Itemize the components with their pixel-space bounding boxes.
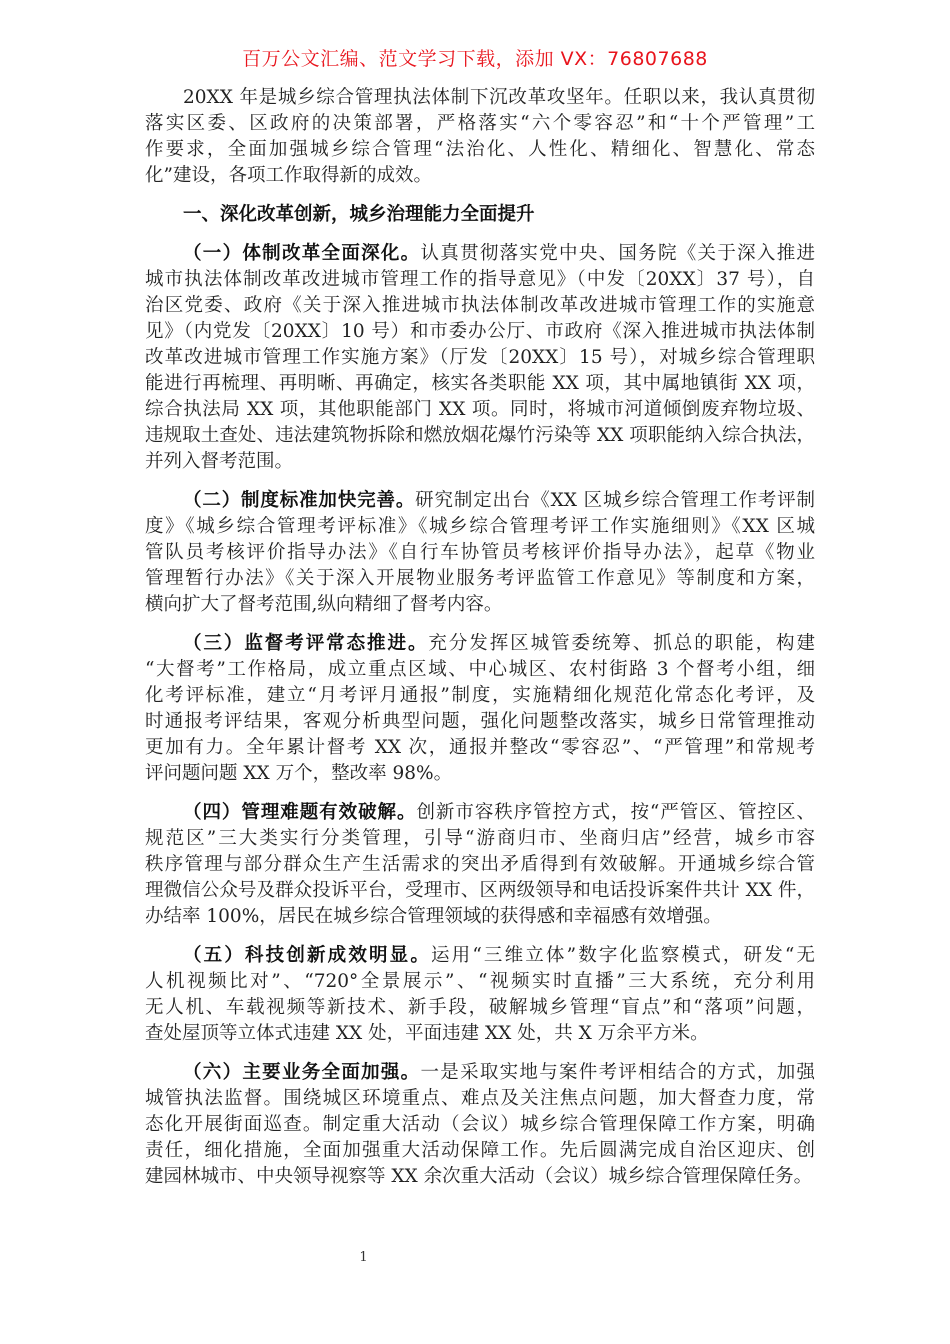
paragraph bbox=[145, 943, 815, 1047]
line-text: 20XX 年是城乡综合管理执法体制下沉改革攻坚年。任职以来，我认真贯彻 bbox=[183, 87, 815, 108]
line-text: 综合执法局 XX 项，其他职能部门 XX 项。同时，将城市河道倾倒废弃物垃圾、 bbox=[145, 399, 815, 420]
line-text: 运用“三维立体”数字化监察模式，研发“无 bbox=[430, 945, 815, 966]
subsection-title: （四）管理难题有效破解。 bbox=[183, 802, 417, 823]
line-text: 秩序管理与部分群众生产生活需求的突出矛盾得到有效破解。开通城乡综合管 bbox=[145, 854, 815, 875]
line-text: 作要求，全面加强城乡综合管理“法治化、人性化、精细化、智慧化、常态 bbox=[145, 139, 815, 160]
line-text: 理微信公众号及群众投诉平台，受理市、区两级领导和电话投诉案件共计 XX 件， bbox=[145, 880, 815, 901]
paragraph bbox=[145, 488, 815, 618]
text-line bbox=[145, 969, 815, 995]
line-text: 治区党委、政府《关于深入推进城市执法体制改革改进城市管理工作的实施意 bbox=[145, 295, 815, 316]
line-text: “大督考”工作格局，成立重点区域、中心城区、农村街路 3 个督考小组，细 bbox=[145, 659, 815, 680]
line-text: 城管执法监督。围绕城区环境重点、难点及关注焦点问题，加大督查力度，常 bbox=[145, 1088, 815, 1109]
text-line bbox=[145, 826, 815, 852]
line-text: 建园林城市、中央领导视察等 XX 余次重大活动（会议）城乡综合管理保障任务。 bbox=[145, 1166, 813, 1187]
text-line bbox=[145, 267, 815, 293]
paragraph bbox=[145, 1060, 815, 1190]
text-line bbox=[145, 657, 815, 683]
text-line bbox=[145, 1086, 815, 1112]
line-text: 查处屋顶等立体式违建 XX 处，平面违建 XX 处，共 X 万余平方米。 bbox=[145, 1023, 709, 1044]
text-line bbox=[145, 397, 815, 423]
line-text: 并列入督考范围。 bbox=[145, 451, 294, 472]
text-line bbox=[145, 514, 815, 540]
section-heading bbox=[145, 202, 815, 228]
text-line bbox=[145, 995, 815, 1021]
line-text: 创新市容秩序管控方式，按“严管区、管控区、 bbox=[416, 802, 815, 823]
paragraph bbox=[145, 85, 815, 189]
text-line bbox=[145, 683, 815, 709]
subsection-title: （一）体制改革全面深化。 bbox=[183, 243, 421, 264]
text-line bbox=[145, 1112, 815, 1138]
text-line bbox=[145, 1021, 815, 1047]
text-line bbox=[145, 943, 815, 969]
subsection-title: （六）主要业务全面加强。 bbox=[183, 1062, 421, 1083]
text-line bbox=[145, 163, 815, 189]
line-text: 管队员考核评价指导办法》《自行车协管员考核评价指导办法》，起草《物业 bbox=[145, 542, 815, 563]
line-text: 落实区委、区政府的决策部署，严格落实“六个零容忍”和“十个严管理”工 bbox=[145, 113, 815, 134]
text-line bbox=[145, 111, 815, 137]
heading-text: 一、深化改革创新，城乡治理能力全面提升 bbox=[183, 204, 535, 225]
line-text: 化考评标准，建立“月考评月通报”制度，实施精细化规范化常态化考评，及 bbox=[145, 685, 815, 706]
line-text: 管理暂行办法》《关于深入开展物业服务考评监管工作意见》等制度和方案， bbox=[145, 568, 815, 589]
line-text: 见》（内党发〔20XX〕10 号）和市委办公厅、市政府《深入推进城市执法体制 bbox=[145, 321, 815, 342]
line-text: 化”建设，各项工作取得新的成效。 bbox=[145, 165, 432, 186]
line-text: 更加有力。全年累计督考 XX 次，通报并整改“零容忍”、“严管理”和常规考 bbox=[145, 737, 815, 758]
paragraph bbox=[145, 631, 815, 787]
watermark-banner: 百万公文汇编、范文学习下载，添加 VX：76807688 bbox=[242, 48, 708, 70]
text-line bbox=[145, 878, 815, 904]
text-line bbox=[145, 631, 815, 657]
line-text: 认真贯彻落实党中央、国务院《关于深入推进 bbox=[420, 243, 815, 264]
line-text: 责任，细化措施，全面加强重大活动保障工作。先后圆满完成自治区迎庆、创 bbox=[145, 1140, 815, 1161]
text-line bbox=[145, 592, 815, 618]
text-line bbox=[145, 488, 815, 514]
subsection-title: （二）制度标准加快完善。 bbox=[183, 490, 416, 511]
text-line bbox=[145, 852, 815, 878]
line-text: 城市执法体制改革改进城市管理工作的指导意见》（中发〔20XX〕37 号），自 bbox=[145, 269, 815, 290]
text-line bbox=[145, 735, 815, 761]
text-line bbox=[145, 241, 815, 267]
line-text: 时通报考评结果，客观分析典型问题，强化问题整改落实，城乡日常管理推动 bbox=[145, 711, 815, 732]
line-text: 人机视频比对”、“720°全景展示”、“视频实时直播”三大系统，充分利用 bbox=[145, 971, 815, 992]
subsection-title: （三）监督考评常态推进。 bbox=[183, 633, 429, 654]
text-line bbox=[145, 449, 815, 475]
text-line bbox=[145, 137, 815, 163]
line-text: 评问题问题 XX 万个，整改率 98%。 bbox=[145, 763, 453, 784]
text-line bbox=[145, 1138, 815, 1164]
text-line bbox=[145, 85, 815, 111]
text-line bbox=[145, 540, 815, 566]
paragraph bbox=[145, 800, 815, 930]
text-line bbox=[145, 1060, 815, 1086]
text-line bbox=[145, 800, 815, 826]
page-number: 1 bbox=[359, 1250, 368, 1265]
text-line bbox=[145, 423, 815, 449]
line-text: 横向扩大了督考范围,纵向精细了督考内容。 bbox=[145, 594, 503, 615]
line-text: 充分发挥区城管委统筹、抓总的职能，构建 bbox=[428, 633, 815, 654]
text-line bbox=[145, 293, 815, 319]
line-text: 规范区”三大类实行分类管理，引导“游商归市、坐商归店”经营，城乡市容 bbox=[145, 828, 815, 849]
line-text: 办结率 100%，居民在城乡综合管理领域的获得感和幸福感有效增强。 bbox=[145, 906, 722, 927]
line-text: 能进行再梳理、再明晰、再确定，核实各类职能 XX 项，其中属地镇街 XX 项， bbox=[145, 373, 815, 394]
line-text: 一是采取实地与案件考评相结合的方式，加强 bbox=[420, 1062, 815, 1083]
line-text: 态化开展街面巡查。制定重大活动（会议）城乡综合管理保障工作方案，明确 bbox=[145, 1114, 815, 1135]
text-line bbox=[145, 761, 815, 787]
text-line bbox=[145, 371, 815, 397]
text-line bbox=[145, 566, 815, 592]
subsection-title: （五）科技创新成效明显。 bbox=[183, 945, 431, 966]
text-line bbox=[145, 319, 815, 345]
line-text: 度》《城乡综合管理考评标准》《城乡综合管理考评工作实施细则》《XX 区城 bbox=[145, 516, 815, 537]
line-text: 研究制定出台《XX 区城乡综合管理工作考评制 bbox=[415, 490, 815, 511]
line-text: 无人机、车载视频等新技术、新手段，破解城乡管理“盲点”和“落项”问题， bbox=[145, 997, 815, 1018]
document-body bbox=[145, 85, 815, 1203]
text-line bbox=[145, 904, 815, 930]
text-line bbox=[145, 345, 815, 371]
text-line bbox=[145, 1164, 815, 1190]
line-text: 改革改进城市管理工作实施方案》（厅发〔20XX〕15 号），对城乡综合管理职 bbox=[145, 347, 815, 368]
paragraph bbox=[145, 241, 815, 475]
line-text: 违规取土查处、违法建筑物拆除和燃放烟花爆竹污染等 XX 项职能纳入综合执法， bbox=[145, 425, 815, 446]
text-line bbox=[145, 709, 815, 735]
